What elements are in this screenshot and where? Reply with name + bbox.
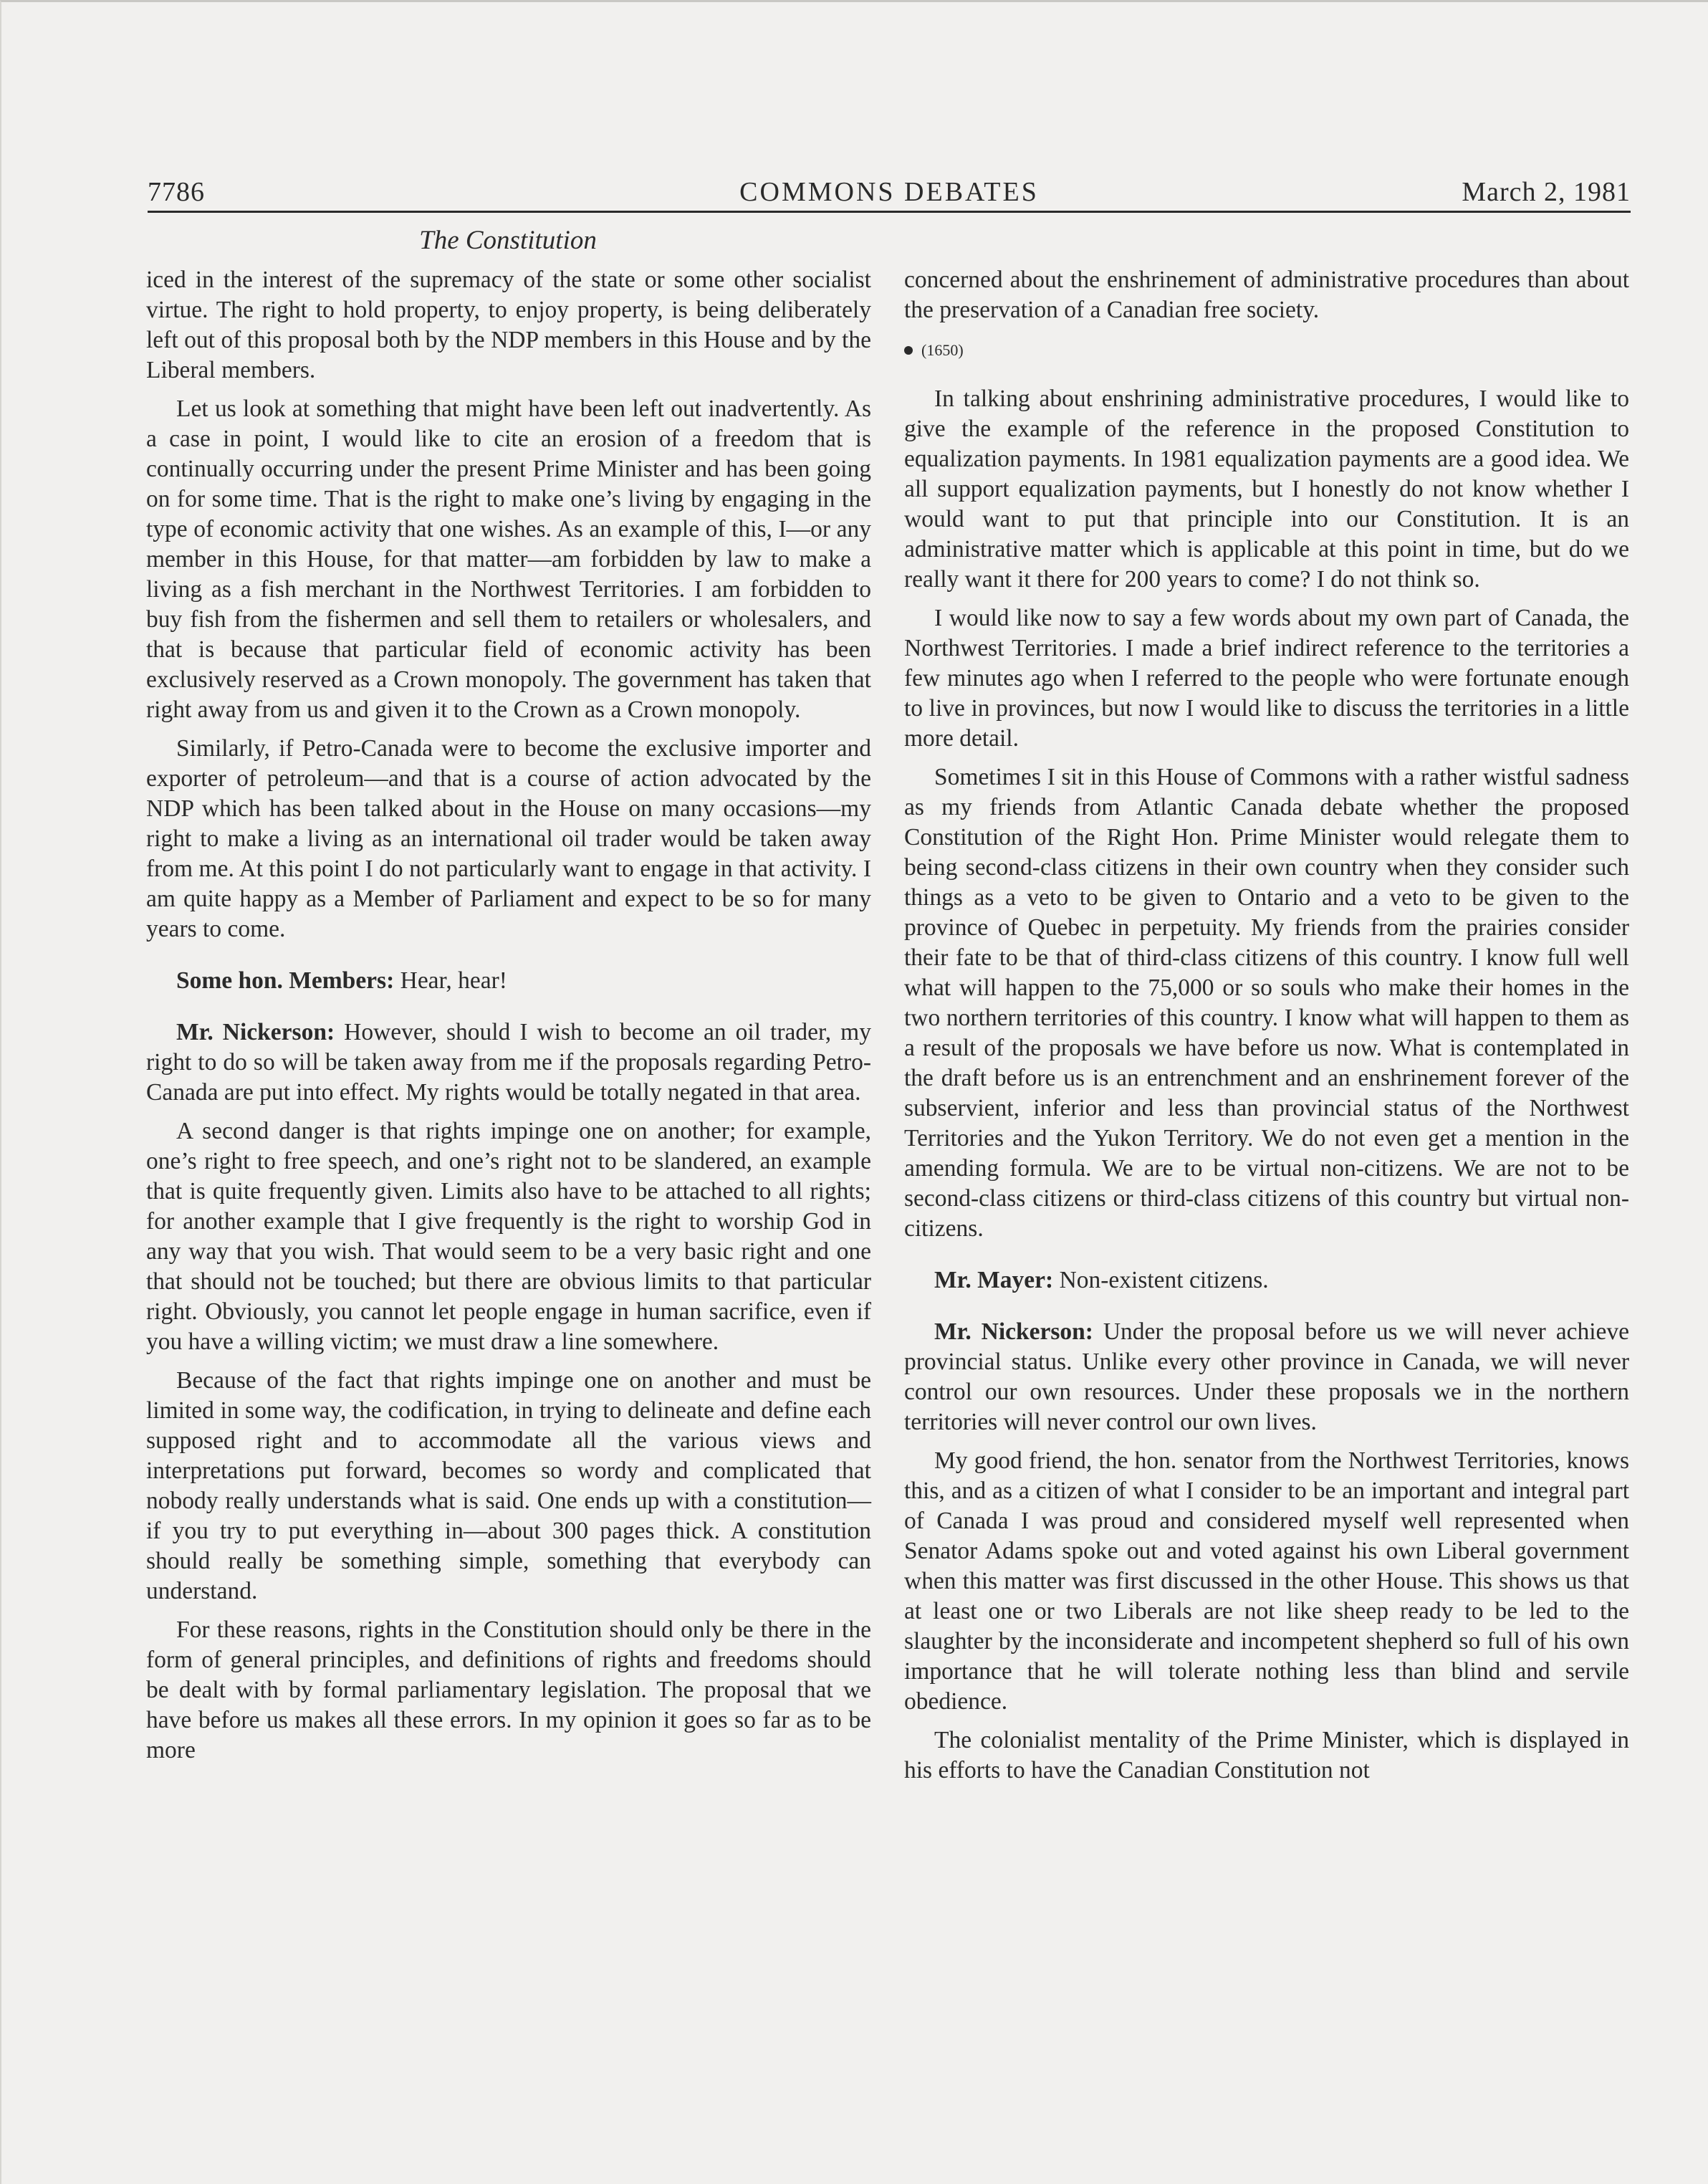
paragraph: Sometimes I sit in this House of Commons with a rather wistful sadness as my friends from Atlantic Canada debate whether the proposed Constitution of the Right Hon. Prime Minister would relegate them to being second-class citizens in their own country when they consider such things as a veto to be given to Ontario and a veto to be given to the province of Quebec in perpetuity. My friends from the prairies consider their fate to be that of third-class citizens of this country. I know full well what will happen to the 75,000 or so souls who make their homes in the two northern territories of this country. I know what will happen to them as a result of the proposals we have before us now. What is contemplated in the draft before us is an entrenchment and an enshrinement forever of the subservient, inferior and less than provincial status of the Northwest Territories and the Yukon Territory. We do not even get a mention in the amending formula. We are to be virtual non-citizens. We are not to be second-class citizens or third-class citizens of this country but virtual non-citizens.: [904, 764, 1629, 1242]
speech-text: Under the proposal before us we will never achieve provincial status. Unlike every other province in Canada, we will never control our own resources. Under these proposals we in the northern territories will never control our own lives.: [904, 1318, 1629, 1435]
speech: [904, 1317, 1629, 1437]
paragraph: Let us look at something that might have been left out inadvertently. As a case in point, I would like to cite an erosion of a freedom that is continually occurring under the present Prime Minister and has been going on for some time. That is the right to make one’s living by engaging in the type of economic activity that one wishes. As an example of this, I—or any member in this House, for that matter—am forbidden by law to make a living as a fish merchant in the Northwest Territories. I am forbidden to buy fish from the fishermen and sell them to retailers or wholesalers, and that is because that particular field of economic activity has been exclusively reserved as a Crown monopoly. The government has taken that right away from us and given it to the Crown as a Crown monopoly.: [146, 396, 871, 723]
speech: [146, 1017, 871, 1108]
time-marker: [904, 335, 1629, 365]
speech-text: Non-existent citizens.: [1053, 1267, 1269, 1293]
speaker-name: Some hon. Members:: [176, 967, 395, 994]
speaker-name: Mr. Mayer:: [934, 1267, 1054, 1293]
paragraph: Similarly, if Petro-Canada were to become the exclusive importer and exporter of petroleum—and that is a course of action advocated by the NDP which has been talked about in the House on many occasions—my right to make a living as an international oil trader would be taken away from me. At this point I do not particularly want to engage in that activity. I am quite happy as a Member of Parliament and expect to be so for many years to come.: [146, 735, 871, 942]
paragraph: I would like now to say a few words about my own part of Canada, the Northwest Territories. I made a brief indirect reference to the territories a few minutes ago when I referred to the people who were fortunate enough to live in provinces, but now I would like to discuss the territories in a little more detail.: [904, 605, 1629, 752]
running-head: [148, 166, 1631, 213]
right-column: [904, 265, 1629, 1794]
bullet-icon: [904, 346, 913, 355]
speaker-name: Mr. Nickerson:: [176, 1019, 335, 1045]
paragraph: For these reasons, rights in the Constitution should only be there in the form of general principles, and definitions of rights and freedoms should be dealt with by formal parliamentary legislation. The proposal that we have before us makes all these errors. In my opinion it goes so far as to be more: [146, 1617, 871, 1763]
interjection: [146, 966, 871, 996]
publication-title: COMMONS DEBATES: [739, 177, 1039, 207]
time-marker-label: (1650): [921, 341, 964, 359]
paragraph: concerned about the enshrinement of administrative procedures than about the preservation of a Canadian free society.: [904, 267, 1629, 323]
paragraph: In talking about enshrining administrative procedures, I would like to give the example of the reference in the proposed Constitution to equalization payments. In 1981 equalization payments are a good idea. We all support equalization payments, but I honestly do not know whether I would want to put that principle into our Constitution. It is an administrative matter which is applicable at this point in time, but do we really want it there for 200 years to come? I do not think so.: [904, 385, 1629, 593]
left-column: [146, 265, 871, 1774]
paragraph: A second danger is that rights impinge one on another; for example, one’s right to free speech, and one’s right not to be slandered, an example that is quite frequently given. Limits also have to be attached to all rights; for another example that I give frequently is the right to worship God in any way that you wish. That would seem to be a very basic right and one that should not be touched; but there are obvious limits to that particular right. Obviously, you cannot let people engage in human sacrifice, even if you have a willing victim; we must draw a line somewhere.: [146, 1118, 871, 1355]
paragraph: iced in the interest of the supremacy of the state or some other socialist virtue. The right to hold property, to enjoy property, is being deliberately left out of this proposal both by the NDP members in this House and by the Liberal members.: [146, 267, 871, 383]
speech-text: However, should I wish to become an oil trader, my right to do so will be taken away from me if the proposals regarding Petro-Canada are put into effect. My rights would be totally negated in that area.: [146, 1019, 871, 1106]
speech: [904, 1265, 1629, 1295]
paragraph: The colonialist mentality of the Prime Minister, which is displayed in his efforts to have the Canadian Constitution not: [904, 1727, 1629, 1783]
page-number: 7786: [148, 177, 205, 207]
speaker-name: Mr. Nickerson:: [934, 1318, 1093, 1345]
publication-date: March 2, 1981: [1462, 177, 1631, 207]
speech-text: Hear, hear!: [394, 967, 507, 994]
section-title: The Constitution: [419, 226, 597, 255]
paragraph: Because of the fact that rights impinge one on another and must be limited in some way, the codification, in trying to delineate and define each supposed right and to accommodate all the various views and interpretations put forward, becomes so wordy and complicated that nobody really understands what is said. One ends up with a constitution—if you try to put everything in—about 300 pages thick. A constitution should really be something simple, something that everybody can understand.: [146, 1367, 871, 1604]
paragraph: My good friend, the hon. senator from the Northwest Territories, knows this, and as a citizen of what I consider to be an important and integral part of Canada I was proud and considered myself well represented when Senator Adams spoke out and voted against his own Liberal government when this matter was first discussed in the other House. This shows us that at least one or two Liberals are not like sheep ready to be led to the slaughter by the inconsiderate and incompetent shepherd so full of his own importance that he will tolerate nothing less than blind and servile obedience.: [904, 1447, 1629, 1715]
